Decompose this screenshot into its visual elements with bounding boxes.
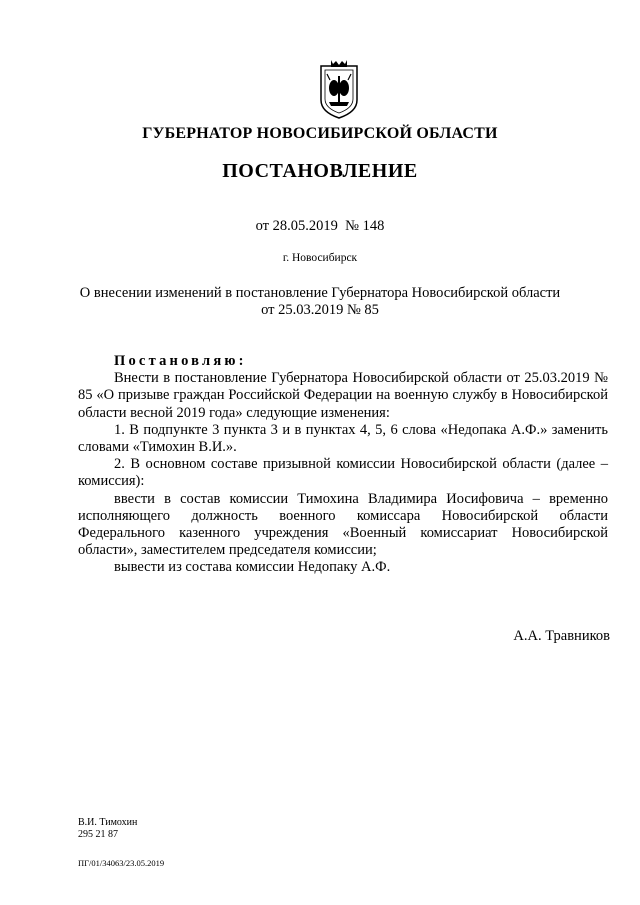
decree-word: [78, 353, 608, 370]
document-title-line-1: О внесении изменений в постановление Губернатора Новосибирской области: [79, 285, 561, 301]
signatory-name: А.А. Травников: [513, 628, 610, 644]
body-paragraph-2: 1. В подпункте 3 пункта 3 и в пунктах 4, 5, 6 слова «Недопака А.Ф.» заменить словами «Тимохин В.И.».: [78, 421, 608, 456]
decree-date-number: от 28.05.2019 № 148: [255, 218, 385, 234]
body-paragraph-3: 2. В основном составе призывной комиссии Новосибирской области (далее – комиссия):: [78, 456, 608, 490]
document-title: [0, 285, 640, 319]
body-paragraph-4: ввести в состав комиссии Тимохина Владимира Иосифовича – временно исполняющего должность военного комиссара Новосибирской области Федерального казенного учреждения «Военный комиссариат Новосибирской области», заместителем председателя комиссии;: [78, 490, 608, 559]
body-paragraph-5: вывести из состава комиссии Недопаку А.Ф.: [114, 559, 391, 576]
document-registration-code: ПГ/01/34063/23.05.2019: [78, 858, 165, 868]
executor-phone: 295 21 87: [78, 829, 118, 840]
coat-of-arms-emblem: [318, 58, 360, 120]
decree-word-text: Постановляю:: [114, 353, 247, 369]
body-paragraph-1: Внести в постановление Губернатора Новосибирской области от 25.03.2019 № 85 «О призыве граждан Российской Федерации на военную службу в Новосибирской области весной 2019 года» следующие изменения:: [78, 370, 608, 421]
city-label: г. Новосибирск: [282, 252, 358, 264]
governor-heading: ГУБЕРНАТОР НОВОСИБИРСКОЙ ОБЛАСТИ: [142, 125, 498, 142]
decree-type-heading: ПОСТАНОВЛЕНИЕ: [222, 160, 418, 182]
decree-body: [78, 353, 608, 577]
document-title-line-2: от 25.03.2019 № 85: [261, 302, 379, 318]
executor-name: В.И. Тимохин: [78, 817, 138, 828]
